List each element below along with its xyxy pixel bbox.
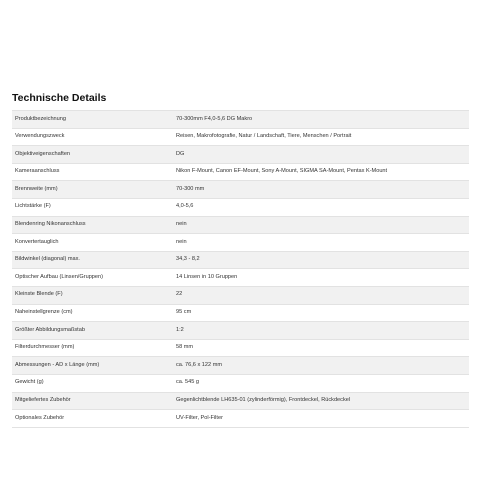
spec-value: UV-Filter, Pol-Filter [173,410,469,428]
table-row [12,181,469,199]
spec-value: nein [173,216,469,234]
section-title: Technische Details [12,92,107,104]
spec-label: Mitgeliefertes Zubehör [12,392,173,410]
table-row [12,198,469,216]
spec-value: 70-300mm F4,0-5,6 DG Makro [173,111,469,129]
spec-label: Kleinste Blende (F) [12,286,173,304]
spec-value: 34,3 - 8,2 [173,251,469,269]
spec-label: Größter Abbildungsmaßstab [12,322,173,340]
spec-label: Naheinstellgrenze (cm) [12,304,173,322]
table-row [12,251,469,269]
spec-label: Abmessungen - AD x Länge (mm) [12,357,173,375]
table-row [12,410,469,428]
spec-value: DG [173,146,469,164]
spec-value: ca. 76,6 x 122 mm [173,357,469,375]
spec-value: 70-300 mm [173,181,469,199]
spec-label: Blendenring Nikonanschluss [12,216,173,234]
spec-label: Gewicht (g) [12,374,173,392]
spec-label: Filterdurchmesser (mm) [12,339,173,357]
spec-value: 58 mm [173,339,469,357]
table-row [12,374,469,392]
spec-value: Gegenlichtblende LH635-01 (zylinderförmig), Frontdeckel, Rückdeckel [173,392,469,410]
spec-value: 14 Linsen in 10 Gruppen [173,269,469,287]
table-row [12,322,469,340]
spec-label: Produktbezeichnung [12,111,173,129]
table-row [12,304,469,322]
spec-label: Brennweite (mm) [12,181,173,199]
table-row [12,234,469,252]
spec-label: Verwendungszweck [12,128,173,146]
spec-label: Kameraanschluss [12,163,173,181]
table-row [12,111,469,129]
table-row [12,216,469,234]
technical-details-table [12,110,469,428]
spec-label: Bildwinkel (diagonal) max. [12,251,173,269]
spec-value: 22 [173,286,469,304]
spec-label: Optionales Zubehör [12,410,173,428]
table-row [12,128,469,146]
spec-label: Konvertertauglich [12,234,173,252]
table-row [12,269,469,287]
spec-label: Objektiveigenschaften [12,146,173,164]
spec-value: Nikon F-Mount, Canon EF-Mount, Sony A-Mount, SIGMA SA-Mount, Pentax K-Mount [173,163,469,181]
table-row [12,286,469,304]
spec-value: 4,0-5,6 [173,198,469,216]
spec-value: 95 cm [173,304,469,322]
spec-value: 1:2 [173,322,469,340]
table-row [12,357,469,375]
spec-value: Reisen, Makrofotografie, Natur / Landschaft, Tiere, Menschen / Portrait [173,128,469,146]
table-row [12,339,469,357]
spec-value: nein [173,234,469,252]
table-row [12,392,469,410]
spec-value: ca. 545 g [173,374,469,392]
spec-label: Lichtstärke (F) [12,198,173,216]
spec-label: Optischer Aufbau (Linsen/Gruppen) [12,269,173,287]
table-row [12,163,469,181]
table-row [12,146,469,164]
